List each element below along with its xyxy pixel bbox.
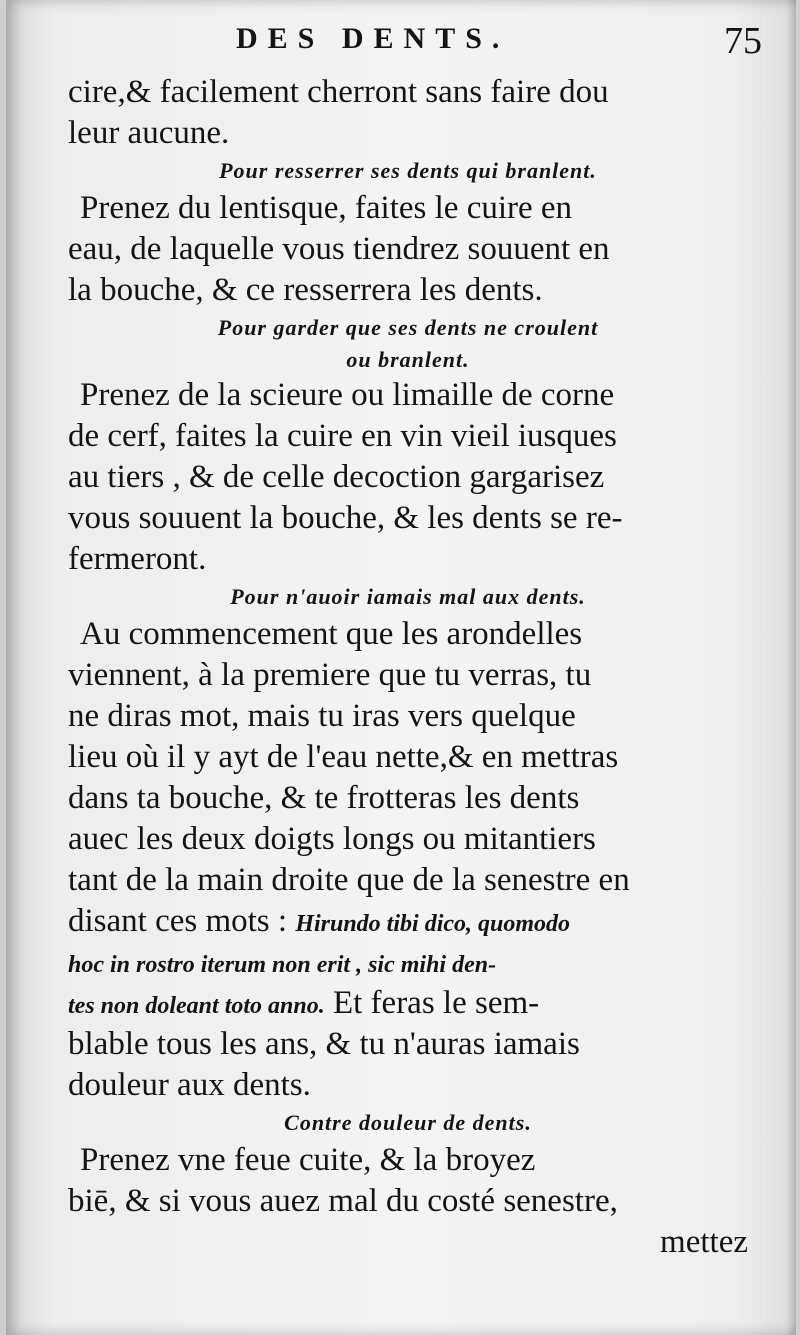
book-page xyxy=(6,0,796,1335)
latin-incantation: hoc in rostro iterum non erit , sic mihi den- xyxy=(68,952,497,978)
text-roman: Et feras le sem- xyxy=(324,985,540,1021)
text-line: la bouche, & ce resserrera les dents. xyxy=(68,272,543,308)
running-head: DES DENTS. xyxy=(236,22,510,55)
text-line: tant de la main droite que de la senestre en xyxy=(68,862,630,898)
section-heading-continued: ou branlent. xyxy=(346,347,470,372)
text-line: Prenez de la scieure ou limaille de corne xyxy=(80,377,615,413)
section-heading: Contre douleur de dents. xyxy=(284,1110,532,1135)
text-line: au tiers , & de celle decoction gargarisez xyxy=(68,459,605,495)
section-heading: Pour resserrer ses dents qui branlent. xyxy=(219,158,597,183)
section-heading: Pour n'auoir iamais mal aux dents. xyxy=(230,584,586,609)
text-line: vous souuent la bouche, & les dents se re- xyxy=(68,500,623,536)
page-body xyxy=(68,72,748,1263)
text-line: fermeront. xyxy=(68,541,207,577)
text-roman: disant ces mots : xyxy=(68,903,296,939)
text-line: cire,& facilement cherront sans faire dou xyxy=(68,74,609,110)
latin-incantation: tes non doleant toto anno. xyxy=(68,993,325,1019)
text-line: viennent, à la premiere que tu verras, tu xyxy=(68,657,592,693)
text-line: leur aucune. xyxy=(68,115,230,151)
latin-incantation: Hirundo tibi dico, quomodo xyxy=(295,911,571,937)
text-line xyxy=(68,901,748,942)
text-line: blable tous les ans, & tu n'auras iamais xyxy=(68,1026,580,1062)
text-line: auec les deux doigts longs ou mitantiers xyxy=(68,821,596,857)
page-number: 75 xyxy=(724,20,762,62)
text-line: Prenez vne feue cuite, & la broyez xyxy=(80,1142,536,1178)
text-line xyxy=(68,942,748,983)
text-line: ne diras mot, mais tu iras vers quelque xyxy=(68,698,576,734)
text-line: Prenez du lentisque, faites le cuire en xyxy=(80,190,573,226)
section-heading: Pour garder que ses dents ne croulent xyxy=(217,315,599,340)
text-line: douleur aux dents. xyxy=(68,1067,311,1103)
text-line: eau, de laquelle vous tiendrez souuent en xyxy=(68,231,610,267)
text-line: biē, & si vous auez mal du costé senestre, xyxy=(68,1183,618,1219)
catchword: mettez xyxy=(660,1224,748,1260)
scan-edge-shadow xyxy=(786,0,796,1335)
text-line: Au commencement que les arondelles xyxy=(80,616,583,652)
text-line: dans ta bouche, & te frotteras les dents xyxy=(68,780,580,816)
text-line: de cerf, faites la cuire en vin vieil iusques xyxy=(68,418,617,454)
page-header xyxy=(6,22,796,62)
text-line xyxy=(68,983,748,1024)
text-line: lieu où il y ayt de l'eau nette,& en mettras xyxy=(68,739,619,775)
